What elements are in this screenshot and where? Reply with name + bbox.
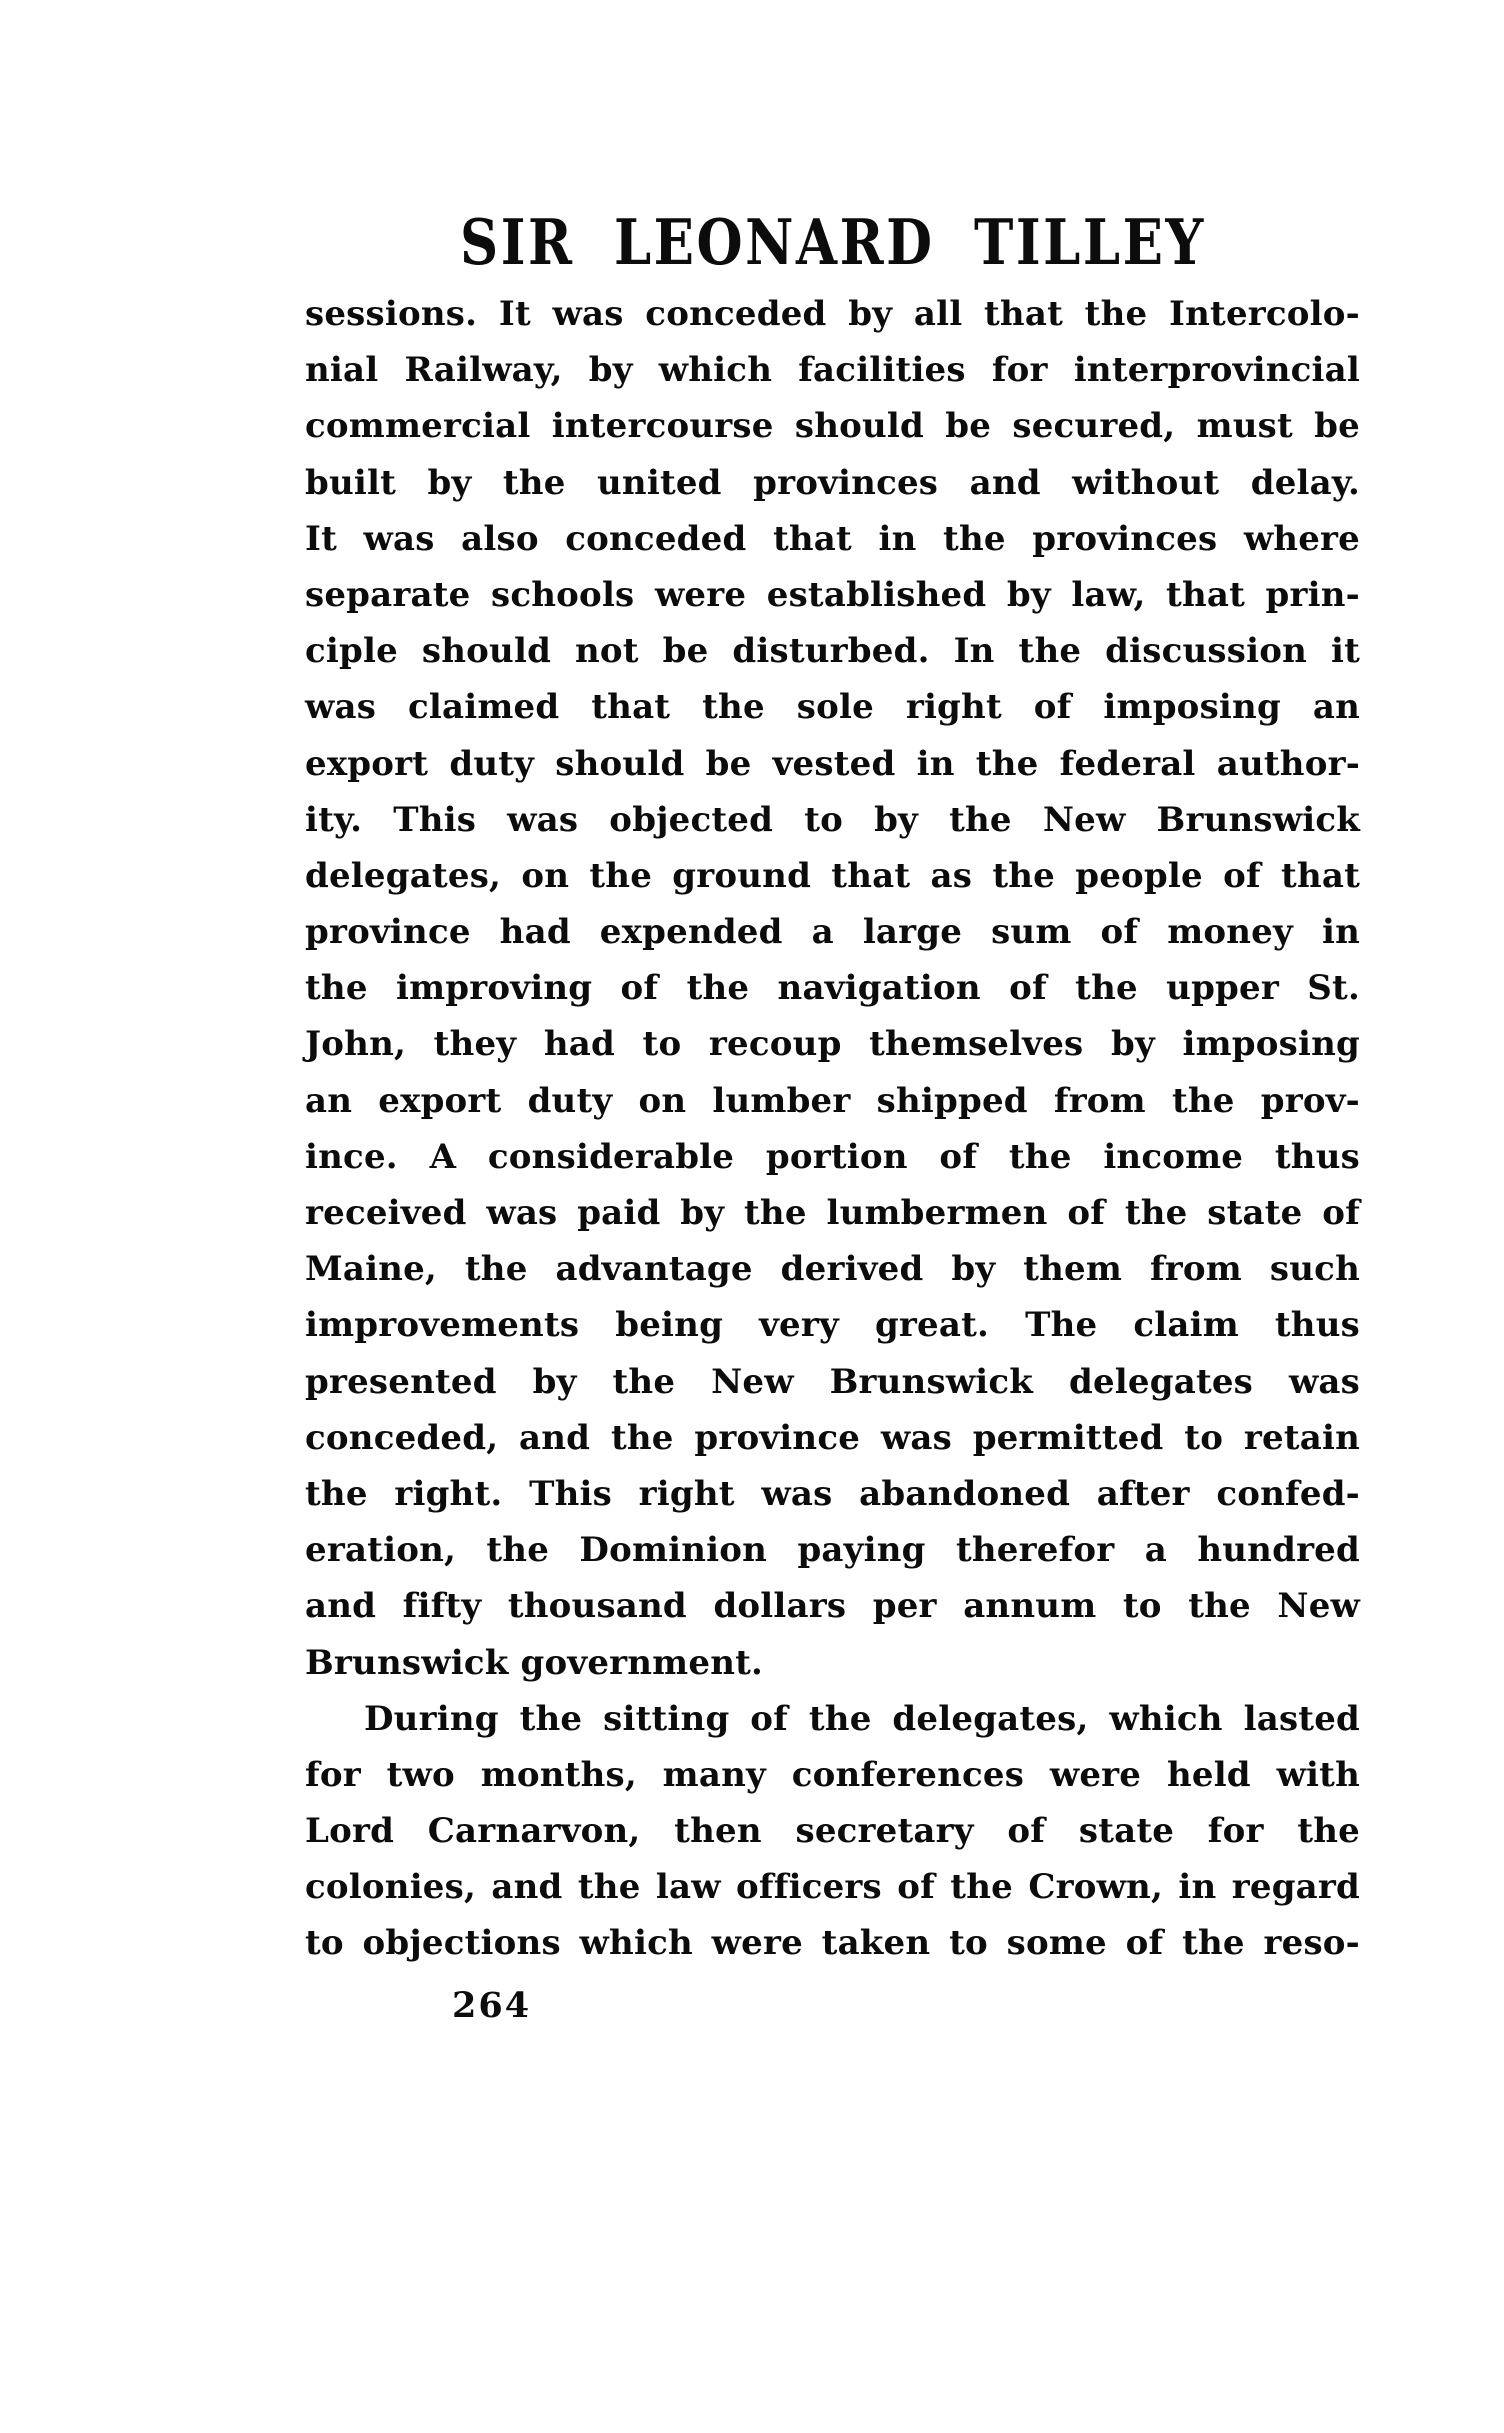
text-line: delegates, on the ground that as the people of that bbox=[305, 855, 1360, 896]
text-line: province had expended a large sum of money in bbox=[305, 912, 1360, 953]
text-line: the right. This right was abandoned after confed- bbox=[305, 1473, 1360, 1514]
text-line: an export duty on lumber shipped from the prov- bbox=[305, 1080, 1360, 1121]
page-number: 264 bbox=[452, 1985, 532, 2026]
text-line: was claimed that the sole right of imposing an bbox=[305, 687, 1360, 728]
text-line: export duty should be vested in the federal author- bbox=[305, 743, 1360, 784]
text-line: sessions. It was conceded by all that the Intercolo- bbox=[305, 294, 1360, 334]
text-line: the improving of the navigation of the upper St. bbox=[305, 968, 1360, 1009]
text-line: nial Railway, by which facilities for interprovincial bbox=[305, 350, 1360, 391]
running-head bbox=[305, 205, 1360, 279]
text-line: eration, the Dominion paying therefor a hundred bbox=[305, 1530, 1360, 1571]
page-title: SIR LEONARD TILLEY bbox=[459, 205, 1206, 279]
text-line: ciple should not be disturbed. In the discussion it bbox=[305, 631, 1360, 672]
text-line: colonies, and the law officers of the Crown, in regard bbox=[305, 1867, 1360, 1908]
text-line: It was also conceded that in the provinces where bbox=[305, 518, 1360, 559]
text-line: received was paid by the lumbermen of the state of bbox=[305, 1193, 1360, 1233]
text-line: to objections which were taken to some of the reso- bbox=[305, 1923, 1360, 1964]
text-line: Maine, the advantage derived by them from such bbox=[305, 1249, 1360, 1290]
text-line: conceded, and the province was permitted to retain bbox=[305, 1417, 1360, 1458]
text-line: commercial intercourse should be secured, must be bbox=[305, 406, 1360, 447]
text-line: presented by the New Brunswick delegates was bbox=[305, 1361, 1360, 1402]
body-text bbox=[305, 286, 1360, 1972]
text-line: improvements being very great. The claim thus bbox=[305, 1305, 1360, 1346]
text-line: built by the united provinces and without delay. bbox=[305, 462, 1360, 503]
text-line: ince. A considerable portion of the income thus bbox=[305, 1136, 1360, 1177]
text-line: John, they had to recoup themselves by imposing bbox=[305, 1024, 1360, 1065]
text-line: separate schools were established by law, that prin- bbox=[305, 574, 1360, 615]
text-line: for two months, many conferences were held with bbox=[305, 1754, 1360, 1795]
text-line: Lord Carnarvon, then secretary of state for the bbox=[305, 1811, 1360, 1852]
text-line: During the sitting of the delegates, which lasted bbox=[364, 1698, 1360, 1739]
text-line: Brunswick government. bbox=[305, 1642, 764, 1683]
text-line: and fifty thousand dollars per annum to the New bbox=[305, 1586, 1360, 1627]
text-line: ity. This was objected to by the New Brunswick bbox=[305, 799, 1360, 840]
